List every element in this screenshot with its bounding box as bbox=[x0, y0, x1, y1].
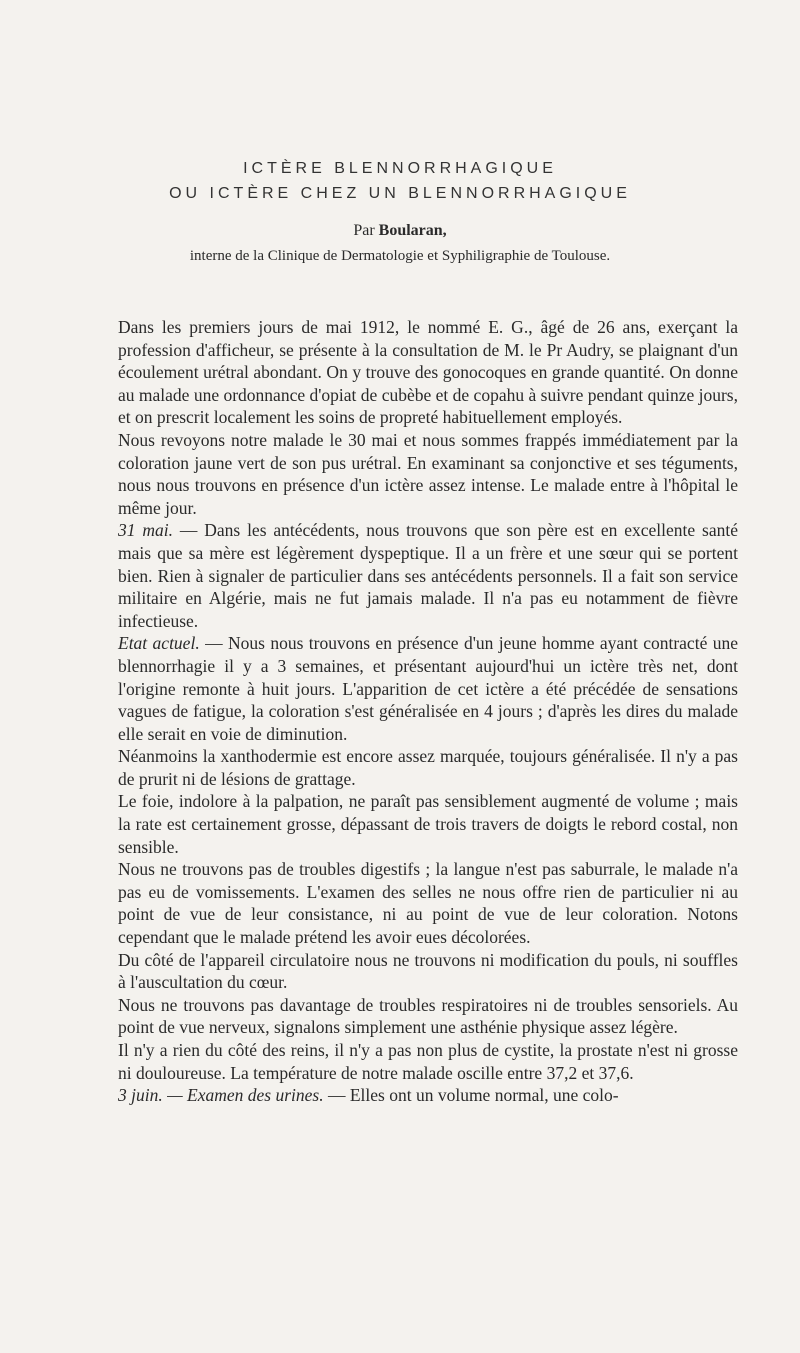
paragraph-text: Dans les premiers jours de mai 1912, le nommé E. G., âgé de 26 ans, exerçant la profession d'afficheur, se présente à la consultation de M. le Pr Audry, se plaignant d'un écoulement urétral abondant. On y trouve des gonocoques en grande quantité. On donne au malade une ordonnance d'opiat de cubèbe et de copahu à suivre pendant quinze jours, et on prescrit localement les soins de propreté habituellement employés. bbox=[118, 317, 738, 428]
paragraph-text: Le foie, indolore à la palpation, ne paraît pas sensiblement augmenté de volume ; mais la rate est certainement grosse, dépassant de trois travers de doigts le rebord costal, non sensible. bbox=[118, 791, 738, 857]
paragraph-text: — Dans les antécédents, nous trouvons que son père est en excellente santé mais que sa mère est légèrement dyspeptique. Il a un frère et une sœur qui se portent bien. Rien à signaler de particulier dans ses antécédents personnels. Il a fait son service militaire en Algérie, mais ne fut jamais malade. Il n'a pas eu notamment de fièvre infectieuse. bbox=[118, 520, 738, 631]
author-affiliation: interne de la Clinique de Dermatologie et Syphiligraphie de Toulouse. bbox=[189, 248, 611, 264]
paragraph bbox=[118, 949, 738, 994]
article-title-line-1: ICTÈRE BLENNORRHAGIQUE bbox=[243, 160, 557, 177]
paragraph-text: Nous ne trouvons pas davantage de troubles respiratoires ni de troubles sensoriels. Au point de vue nerveux, signalons simplement une asthénie physique assez légère. bbox=[118, 994, 738, 1038]
paragraph bbox=[118, 858, 738, 948]
byline bbox=[0, 222, 800, 240]
paragraph-text: Néanmoins la xanthodermie est encore assez marquée, toujours généralisée. Il n'y a pas de prurit ni de lésions de grattage. bbox=[118, 746, 738, 789]
byline-prefix: Par bbox=[353, 222, 375, 239]
paragraph bbox=[118, 632, 738, 745]
paragraph-text: Nous revoyons notre malade le 30 mai et nous sommes frappés immédiatement par la coloration jaune vert de son pus urétral. En examinant sa conjonctive et ses téguments, nous nous trouvons en présence d'un ictère assez intense. Le malade entre à l'hôpital le même jour. bbox=[118, 429, 738, 518]
paragraph bbox=[118, 994, 738, 1039]
article-body bbox=[118, 316, 738, 1107]
paragraph-text: Du côté de l'appareil circulatoire nous ne trouvons ni modification du pouls, ni souffles à l'auscultation du cœur. bbox=[118, 949, 738, 993]
paragraph bbox=[118, 1039, 738, 1084]
paragraph-text: — Elles ont un volume normal, une colo- bbox=[323, 1085, 619, 1106]
paragraph-lead: Etat actuel. bbox=[118, 633, 200, 654]
paragraph-text: — Nous nous trouvons en présence d'un jeune homme ayant contracté une blennorrhagie il y a 3 semaines, et présentant aujourd'hui un ictère très net, dont l'origine remonte à huit jours. L'apparition de cet ictère a été précédée de sensations vagues de fatigue, la coloration s'est généralisée en 4 jours ; d'après les dires du malade elle serait en voie de diminution. bbox=[118, 633, 738, 744]
paragraph bbox=[118, 316, 738, 429]
paragraph bbox=[118, 790, 738, 858]
paragraph bbox=[118, 1084, 738, 1107]
article-title-line-2: OU ICTÈRE CHEZ UN BLENNORRHAGIQUE bbox=[169, 185, 631, 202]
author-name: Boularan, bbox=[378, 222, 447, 239]
paragraph-lead: 31 mai. bbox=[118, 520, 173, 541]
paragraph-text: Il n'y a rien du côté des reins, il n'y a pas non plus de cystite, la prostate n'est ni grosse ni douloureuse. La température de notre malade oscille entre 37,2 et 37,6. bbox=[118, 1040, 738, 1083]
paragraph bbox=[118, 429, 738, 519]
paragraph-text: Nous ne trouvons pas de troubles digestifs ; la langue n'est pas saburrale, le malade n'a pas eu de vomissements. L'examen des selles ne nous offre rien de particulier ni au point de vue de leur consistance, ni au point de vue de leur coloration. Notons cependant que le malade prétend les avoir eues décolorées. bbox=[118, 859, 738, 948]
paragraph-lead: 3 juin. — Examen des urines. bbox=[118, 1085, 324, 1106]
paragraph bbox=[118, 745, 738, 790]
paragraph bbox=[118, 519, 738, 632]
